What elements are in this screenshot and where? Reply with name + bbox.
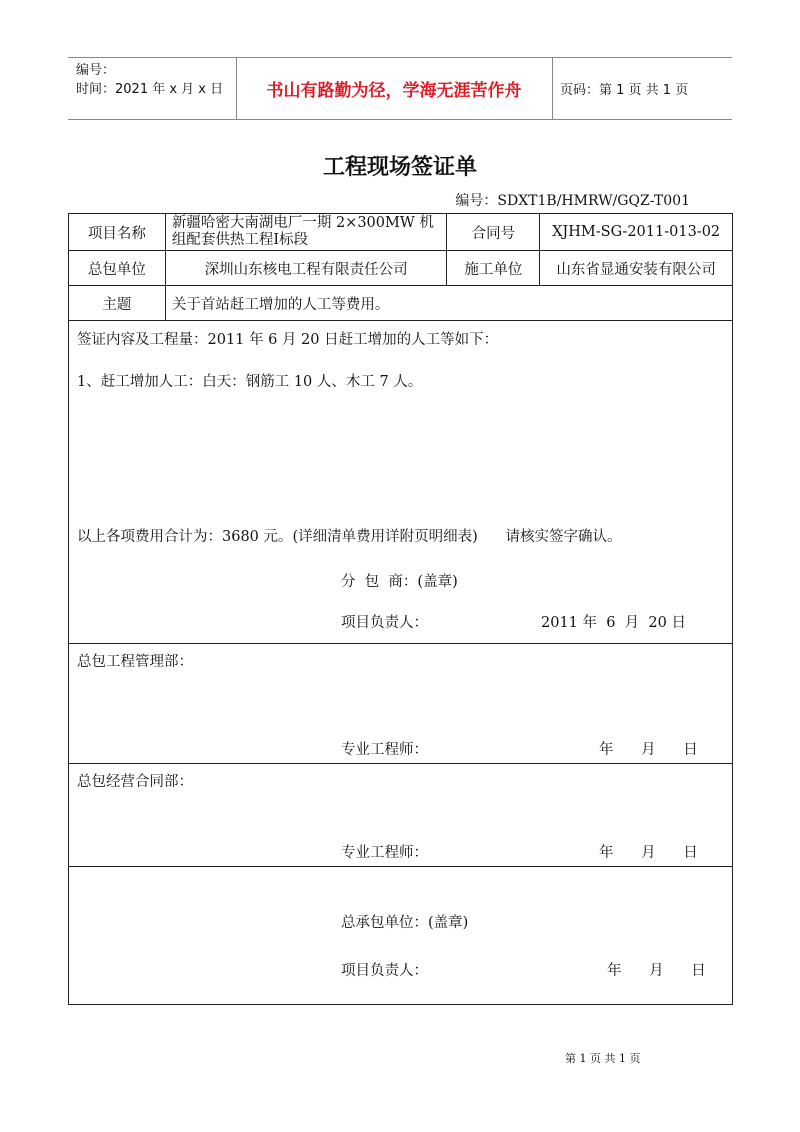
general-label: 总包单位 bbox=[69, 251, 166, 286]
page-header bbox=[68, 57, 732, 120]
project-value-line: 新疆哈密大南湖电厂一期 2×300MW 机 bbox=[171, 215, 434, 231]
builder-label: 施工单位 bbox=[447, 251, 540, 286]
content-total: 以上各项费用合计为：3680 元。(详细清单费用详附页明细表) 请核实签字确认。 bbox=[77, 529, 622, 545]
section-general-contractor bbox=[68, 866, 733, 1005]
general-value: 深圳山东核电工程有限责任公司 bbox=[165, 251, 447, 286]
header-motto: 书山有路勤为径，学海无涯苦作舟 bbox=[266, 81, 522, 101]
project-value bbox=[165, 214, 447, 251]
project-label: 项目名称 bbox=[69, 214, 166, 251]
section-title: 总包经营合同部： bbox=[77, 774, 193, 790]
contract-value: XJHM-SG-2011-013-02 bbox=[540, 214, 733, 251]
section-signer: 专业工程师： bbox=[341, 845, 428, 861]
subject-label: 主题 bbox=[69, 286, 166, 321]
info-table bbox=[68, 213, 733, 321]
doc-code: 编号：SDXT1B/HMRW/GQZ-T001 bbox=[455, 193, 690, 209]
builder-value: 山东省显通安装有限公司 bbox=[540, 251, 733, 286]
content-date: 2011 年 6 月 20 日 bbox=[541, 615, 686, 631]
contractor-stamp: 总承包单位：(盖章) bbox=[341, 915, 469, 931]
content-line: 签证内容及工程量：2011 年 6 月 20 日赶工增加的人工等如下： bbox=[77, 332, 499, 348]
header-time: 时间：2021 年 x 月 x 日 bbox=[76, 82, 224, 97]
contract-label: 合同号 bbox=[447, 214, 540, 251]
subcontractor-stamp: 分 包 商：(盖章) bbox=[341, 574, 458, 590]
section-title: 总包工程管理部： bbox=[77, 654, 193, 670]
header-page-info: 页码：第 1 页 共 1 页 bbox=[560, 83, 689, 98]
section-signer: 专业工程师： bbox=[341, 742, 428, 758]
section-contracts bbox=[68, 763, 733, 867]
section-date: 年 月 日 bbox=[599, 742, 698, 758]
manager-label: 项目负责人： bbox=[341, 615, 428, 631]
section-signer: 项目负责人： bbox=[341, 963, 428, 979]
project-value-line: 组配套供热工程Ⅰ标段 bbox=[171, 232, 309, 248]
section-management bbox=[68, 643, 733, 764]
section-date: 年 月 日 bbox=[599, 845, 698, 861]
page-footer: 第 1 页 共 1 页 bbox=[565, 1052, 641, 1065]
content-section bbox=[68, 320, 733, 643]
section-date: 年 月 日 bbox=[607, 963, 706, 979]
page-title: 工程现场签证单 bbox=[322, 155, 477, 180]
subject-value: 关于首站赶工增加的人工等费用。 bbox=[165, 286, 732, 321]
header-number: 编号： bbox=[76, 63, 116, 78]
content-line: 1、赶工增加人工：白天：钢筋工 10 人、木工 7 人。 bbox=[77, 374, 423, 390]
